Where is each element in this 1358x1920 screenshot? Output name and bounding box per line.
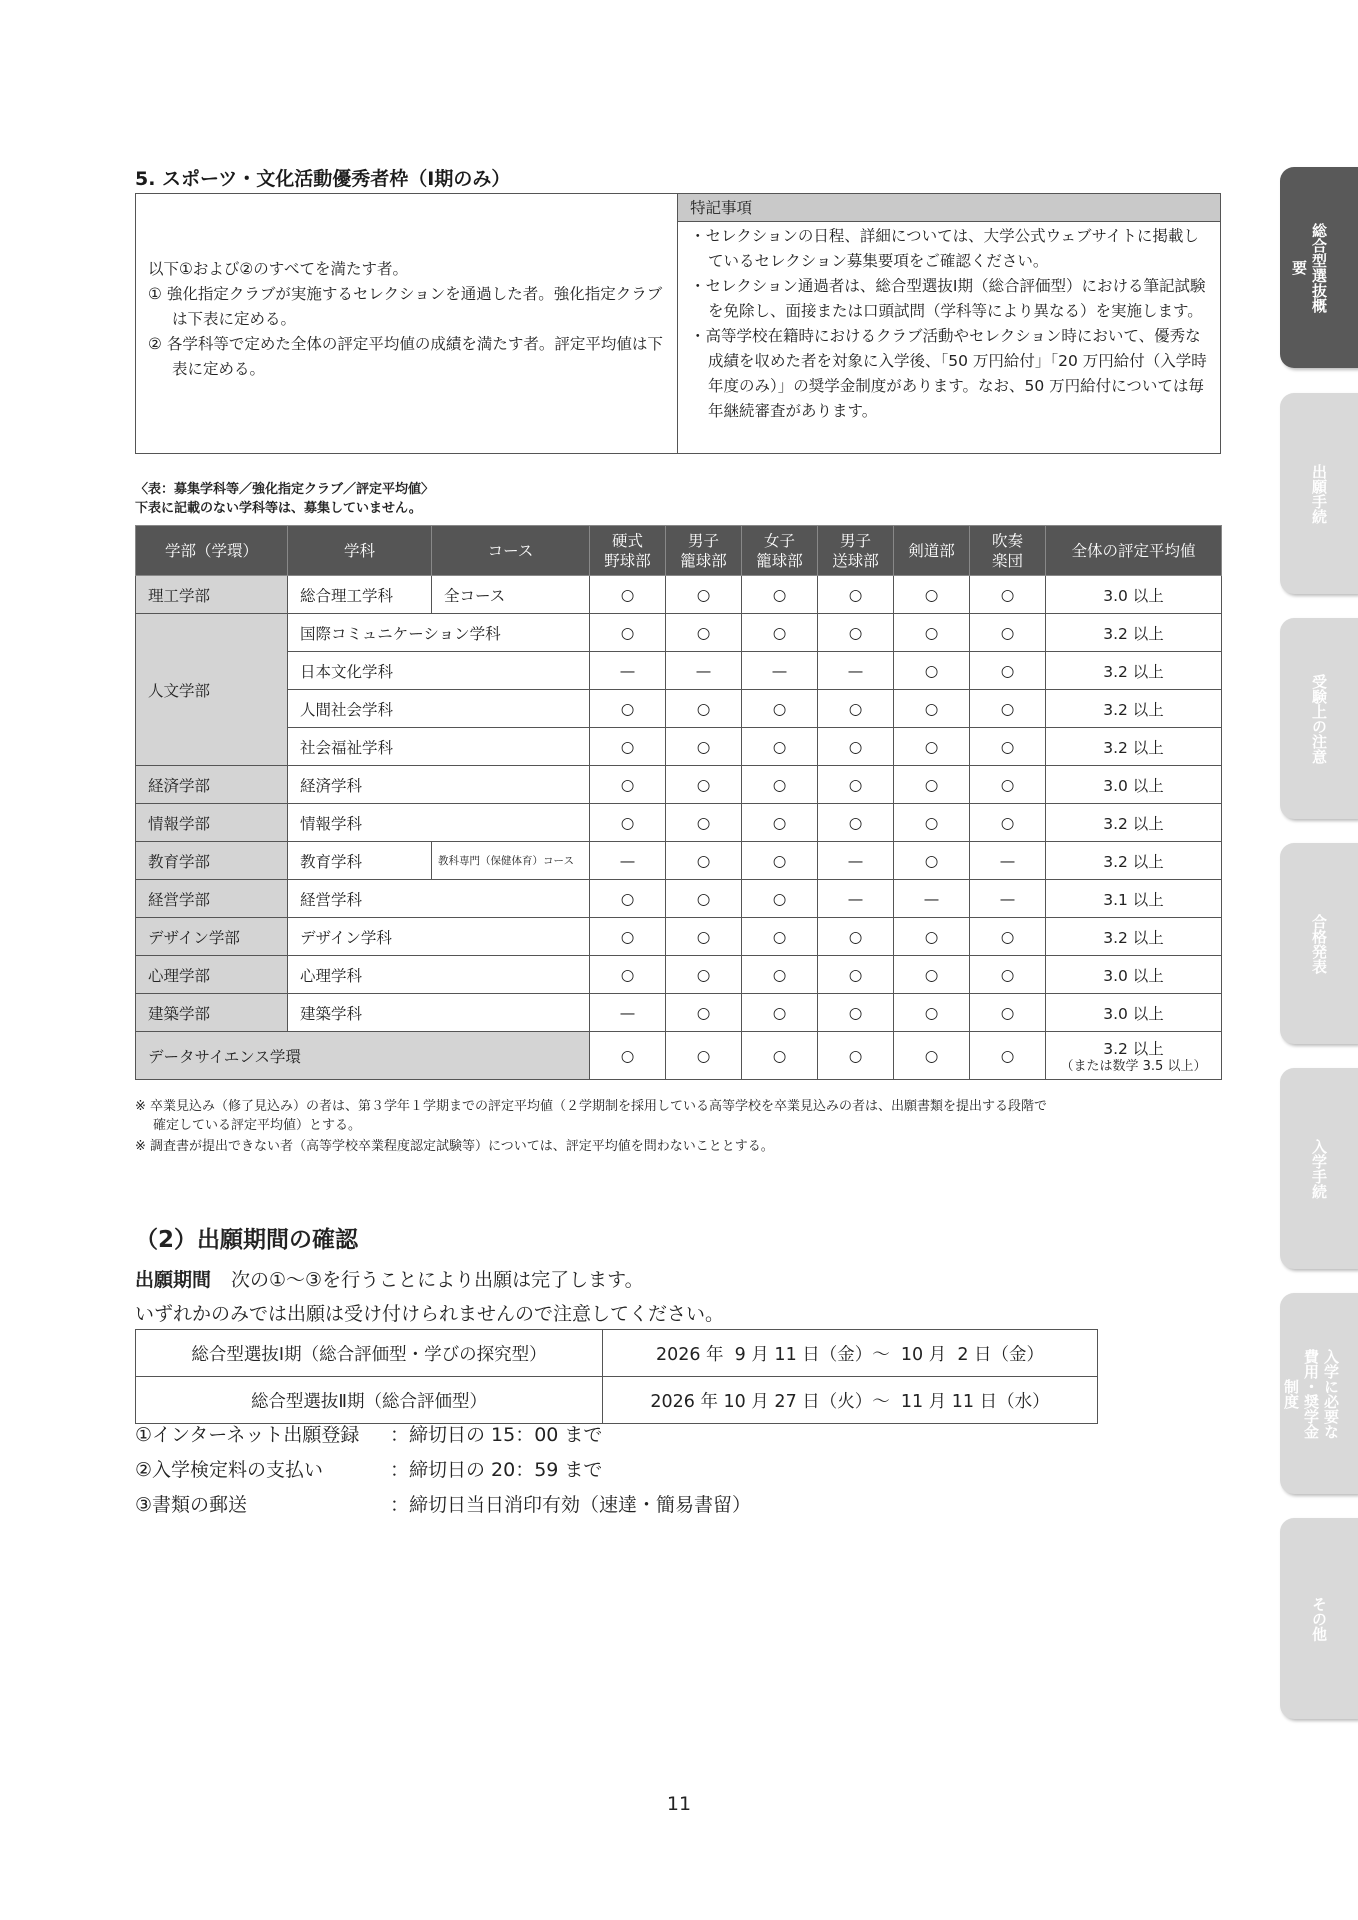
mark-cell: ○ — [970, 804, 1046, 842]
faculty-cell: 人文学部 — [136, 614, 288, 766]
mark-cell: ○ — [590, 614, 666, 652]
step-value: ：締切日当日消印有効（速達・簡易書留） — [390, 1494, 752, 1516]
step-item — [135, 1455, 602, 1482]
mark-cell: ○ — [666, 804, 742, 842]
mark-cell: ○ — [970, 614, 1046, 652]
mark-cell: — — [970, 880, 1046, 918]
side-tab-label: 入学手続 — [1310, 1138, 1328, 1199]
mark-cell: ○ — [590, 880, 666, 918]
mark-cell: ○ — [894, 766, 970, 804]
avg-cell: 3.1 以上 — [1046, 880, 1222, 918]
dept-cell: 総合理工学科 — [288, 576, 432, 614]
faculty-cell: 経済学部 — [136, 766, 288, 804]
header-club: 硬式 野球部 — [590, 526, 666, 576]
requirements-box — [135, 193, 1221, 454]
mark-cell: — — [742, 652, 818, 690]
mark-cell: ○ — [590, 728, 666, 766]
mark-cell: — — [970, 842, 1046, 880]
mark-cell: ○ — [818, 576, 894, 614]
mark-cell: — — [818, 842, 894, 880]
mark-cell: ○ — [894, 728, 970, 766]
mark-cell: ○ — [666, 956, 742, 994]
mark-cell: ○ — [818, 994, 894, 1032]
footnote: ※ 調査書が提出できない者（高等学校卒業程度認定試験等）については、評定平均値を問わないこととする。 — [135, 1139, 774, 1154]
mark-cell: ○ — [818, 804, 894, 842]
header-dept: 学科 — [288, 526, 432, 576]
dept-cell: 建築学科 — [288, 994, 590, 1032]
dept-cell: 教育学科 — [288, 842, 432, 880]
step-label: ②入学検定料の支払い — [135, 1459, 324, 1481]
mark-cell: ○ — [666, 918, 742, 956]
table-row — [136, 1032, 1222, 1080]
avg-cell: 3.0 以上 — [1046, 576, 1222, 614]
step-value: ：締切日の 15：00 まで — [390, 1424, 603, 1446]
dept-cell: 社会福祉学科 — [288, 728, 590, 766]
mark-cell: ○ — [666, 690, 742, 728]
mark-cell: ○ — [970, 652, 1046, 690]
mark-cell: ○ — [666, 614, 742, 652]
mark-cell: ○ — [666, 994, 742, 1032]
mark-cell: ○ — [894, 576, 970, 614]
mark-cell: ○ — [818, 766, 894, 804]
header-club: 男子 籠球部 — [666, 526, 742, 576]
step-item — [135, 1490, 751, 1517]
note-item: ・高等学校在籍時におけるクラブ活動やセレクション時において、優秀な成績を収めた者を対象に入学後、「50 万円給付」「20 万円給付（入学時年度のみ）」の奨学金制度があります。なお、50 万円給付については毎年継続審査があります。 — [690, 327, 1207, 420]
avg-value: 3.2 以上 — [1103, 1039, 1164, 1058]
mark-cell: ○ — [590, 918, 666, 956]
header-club: 女子 籠球部 — [742, 526, 818, 576]
period-name: 総合型選抜Ⅱ期（総合評価型） — [136, 1377, 603, 1424]
table-caption-note: 下表に記載のない学科等は、募集していません。 — [135, 501, 422, 516]
mark-cell: ○ — [894, 652, 970, 690]
mark-cell: ○ — [894, 956, 970, 994]
period-text: 次の①～③を行うことにより出願は完了します。 — [231, 1269, 644, 1291]
mark-cell: ○ — [894, 1032, 970, 1080]
footnote-cont: 確定している評定平均値）とする。 — [153, 1118, 362, 1133]
avg-cell: 3.0 以上 — [1046, 994, 1222, 1032]
mark-cell: ○ — [666, 576, 742, 614]
side-tab-label: 受験上の注意 — [1310, 673, 1328, 764]
mark-cell: ○ — [894, 918, 970, 956]
side-tab-results[interactable] — [1280, 843, 1358, 1044]
header-avg: 全体の評定平均値 — [1046, 526, 1222, 576]
faculty-cell: 心理学部 — [136, 956, 288, 994]
side-tab-label: その他 — [1310, 1596, 1328, 1641]
mark-cell: — — [818, 652, 894, 690]
dept-cell: デザイン学科 — [288, 918, 590, 956]
mark-cell: ○ — [666, 842, 742, 880]
avg-cell — [1046, 1032, 1222, 1080]
avg-cell: 3.0 以上 — [1046, 766, 1222, 804]
dept-cell: 経済学科 — [288, 766, 590, 804]
mark-cell: ○ — [970, 728, 1046, 766]
step-value: ：締切日の 20：59 まで — [390, 1459, 603, 1481]
mark-cell: — — [590, 994, 666, 1032]
mark-cell: ○ — [970, 690, 1046, 728]
avg-cell: 3.2 以上 — [1046, 614, 1222, 652]
mark-cell: ○ — [818, 1032, 894, 1080]
mark-cell: ○ — [818, 614, 894, 652]
side-tab-exam-notes[interactable] — [1280, 618, 1358, 819]
mark-cell: — — [818, 880, 894, 918]
table-row — [136, 880, 1222, 918]
dept-cell: 人間社会学科 — [288, 690, 590, 728]
requirement-item: ① 強化指定クラブが実施するセレクションを通過した者。強化指定クラブは下表に定める。 — [148, 285, 663, 328]
step-label: ①インターネット出願登録 — [135, 1424, 360, 1446]
table-row — [136, 652, 1222, 690]
period-label: 出願期間 — [135, 1269, 212, 1291]
mark-cell: ○ — [970, 1032, 1046, 1080]
requirement-intro: 以下①および②のすべてを満たす者。 — [148, 260, 408, 278]
avg-subnote: （または数学 3.5 以上） — [1060, 1058, 1207, 1074]
page-number: 11 — [666, 1793, 692, 1815]
mark-cell: ○ — [970, 766, 1046, 804]
avg-cell: 3.2 以上 — [1046, 728, 1222, 766]
requirement-item: ② 各学科等で定めた全体の評定平均値の成績を満たす者。評定平均値は下表に定める。 — [148, 335, 663, 378]
header-course: コース — [432, 526, 590, 576]
mark-cell: ○ — [894, 842, 970, 880]
mark-cell: ○ — [742, 918, 818, 956]
mark-cell: ○ — [742, 880, 818, 918]
course-cell: 教科専門（保健体育）コース — [432, 842, 590, 880]
side-tab-costs[interactable] — [1280, 1293, 1358, 1494]
period-intro — [135, 1265, 644, 1292]
table-row — [136, 576, 1222, 614]
mark-cell: ○ — [818, 728, 894, 766]
mark-cell: ○ — [894, 690, 970, 728]
mark-cell: — — [590, 842, 666, 880]
avg-cell: 3.2 以上 — [1046, 918, 1222, 956]
dept-cell: 情報学科 — [288, 804, 590, 842]
table-row — [136, 614, 1222, 652]
course-cell: 全コース — [432, 576, 590, 614]
table-row — [136, 918, 1222, 956]
period-row — [136, 1330, 1098, 1377]
notes-list — [678, 224, 1214, 424]
faculty-cell: 理工学部 — [136, 576, 288, 614]
note-item: ・セレクション通過者は、総合型選抜Ⅰ期（総合評価型）における筆記試験を免除し、面接または口頭試問（学科等により異なる）を実施します。 — [690, 277, 1206, 320]
mark-cell: ○ — [970, 994, 1046, 1032]
period-name: 総合型選抜Ⅰ期（総合評価型・学びの探究型） — [136, 1330, 603, 1377]
mark-cell: ○ — [742, 728, 818, 766]
mark-cell: ○ — [590, 576, 666, 614]
period-table — [135, 1329, 1098, 1424]
header-club: 吹奏 楽団 — [970, 526, 1046, 576]
faculty-cell: データサイエンス学環 — [136, 1032, 590, 1080]
mark-cell: ○ — [742, 842, 818, 880]
note-item: ・セレクションの日程、詳細については、大学公式ウェブサイトに掲載しているセレクション募集要項をご確認ください。 — [690, 227, 1199, 270]
dept-cell: 心理学科 — [288, 956, 590, 994]
section-title: 5. スポーツ・文化活動優秀者枠（Ⅰ期のみ） — [135, 168, 511, 190]
side-tab-label: 合格発表 — [1310, 913, 1328, 974]
avg-cell: 3.2 以上 — [1046, 804, 1222, 842]
table-row — [136, 690, 1222, 728]
notes-header: 特記事項 — [678, 194, 1220, 222]
mark-cell: ○ — [818, 918, 894, 956]
mark-cell: ○ — [590, 1032, 666, 1080]
club-table — [135, 525, 1222, 1080]
mark-cell: ○ — [970, 918, 1046, 956]
period-note: いずれかのみでは出願は受け付けられませんので注意してください。 — [135, 1303, 725, 1325]
table-row — [136, 766, 1222, 804]
mark-cell: ○ — [894, 994, 970, 1032]
mark-cell: — — [894, 880, 970, 918]
side-tab-label: 入学に必要な費用・奨学金制度 — [1282, 1348, 1340, 1439]
table-row — [136, 994, 1222, 1032]
header-faculty: 学部（学環） — [136, 526, 288, 576]
mark-cell: ○ — [666, 728, 742, 766]
requirements-text — [148, 257, 667, 382]
mark-cell: ○ — [742, 690, 818, 728]
mark-cell: — — [590, 652, 666, 690]
side-tab-label: 出願手続 — [1310, 463, 1328, 524]
step-label: ③書類の郵送 — [135, 1494, 248, 1516]
side-tab-label: 総合型選抜概要 — [1290, 222, 1328, 313]
mark-cell: ○ — [970, 576, 1046, 614]
dept-cell: 国際コミュニケーション学科 — [288, 614, 590, 652]
dept-cell: 日本文化学科 — [288, 652, 590, 690]
mark-cell: ○ — [742, 614, 818, 652]
table-row — [136, 804, 1222, 842]
table-row — [136, 956, 1222, 994]
mark-cell: ○ — [742, 804, 818, 842]
mark-cell: ○ — [742, 1032, 818, 1080]
mark-cell: ○ — [742, 576, 818, 614]
faculty-cell: 情報学部 — [136, 804, 288, 842]
avg-cell: 3.2 以上 — [1046, 652, 1222, 690]
table-row — [136, 842, 1222, 880]
mark-cell: ○ — [666, 880, 742, 918]
faculty-cell: デザイン学部 — [136, 918, 288, 956]
section2-title: （2）出願期間の確認 — [135, 1227, 359, 1253]
step-item — [135, 1420, 602, 1447]
mark-cell: ○ — [666, 1032, 742, 1080]
mark-cell: — — [666, 652, 742, 690]
mark-cell: ○ — [970, 956, 1046, 994]
faculty-cell: 教育学部 — [136, 842, 288, 880]
mark-cell: ○ — [818, 956, 894, 994]
avg-cell: 3.2 以上 — [1046, 842, 1222, 880]
mark-cell: ○ — [590, 956, 666, 994]
footnote: ※ 卒業見込み（修了見込み）の者は、第３学年１学期までの評定平均値（２学期制を採用している高等学校を卒業見込みの者は、出願書類を提出する段階で — [135, 1099, 1048, 1114]
table-row — [136, 728, 1222, 766]
header-club: 剣道部 — [894, 526, 970, 576]
period-dates: 2026 年 10 月 27 日（火）～ 11 月 11 日（水） — [603, 1377, 1098, 1424]
header-club: 男子 送球部 — [818, 526, 894, 576]
faculty-cell: 建築学部 — [136, 994, 288, 1032]
period-row — [136, 1377, 1098, 1424]
mark-cell: ○ — [742, 766, 818, 804]
side-tab-overview[interactable] — [1280, 167, 1358, 368]
avg-cell: 3.0 以上 — [1046, 956, 1222, 994]
period-dates: 2026 年 9 月 11 日（金）～ 10 月 2 日（金） — [603, 1330, 1098, 1377]
side-tab-other[interactable] — [1280, 1518, 1358, 1719]
side-tab-enrollment[interactable] — [1280, 1068, 1358, 1269]
side-tab-application[interactable] — [1280, 393, 1358, 594]
avg-cell: 3.2 以上 — [1046, 690, 1222, 728]
mark-cell: ○ — [590, 804, 666, 842]
mark-cell: ○ — [590, 690, 666, 728]
mark-cell: ○ — [818, 690, 894, 728]
mark-cell: ○ — [666, 766, 742, 804]
requirements-cell — [136, 194, 678, 453]
table-caption: 〈表：募集学科等／強化指定クラブ／評定平均値〉 — [135, 482, 435, 497]
table-header-row — [136, 526, 1222, 576]
mark-cell: ○ — [894, 614, 970, 652]
mark-cell: ○ — [590, 766, 666, 804]
mark-cell: ○ — [742, 994, 818, 1032]
mark-cell: ○ — [894, 804, 970, 842]
mark-cell: ○ — [742, 956, 818, 994]
dept-cell: 経営学科 — [288, 880, 590, 918]
faculty-cell: 経営学部 — [136, 880, 288, 918]
